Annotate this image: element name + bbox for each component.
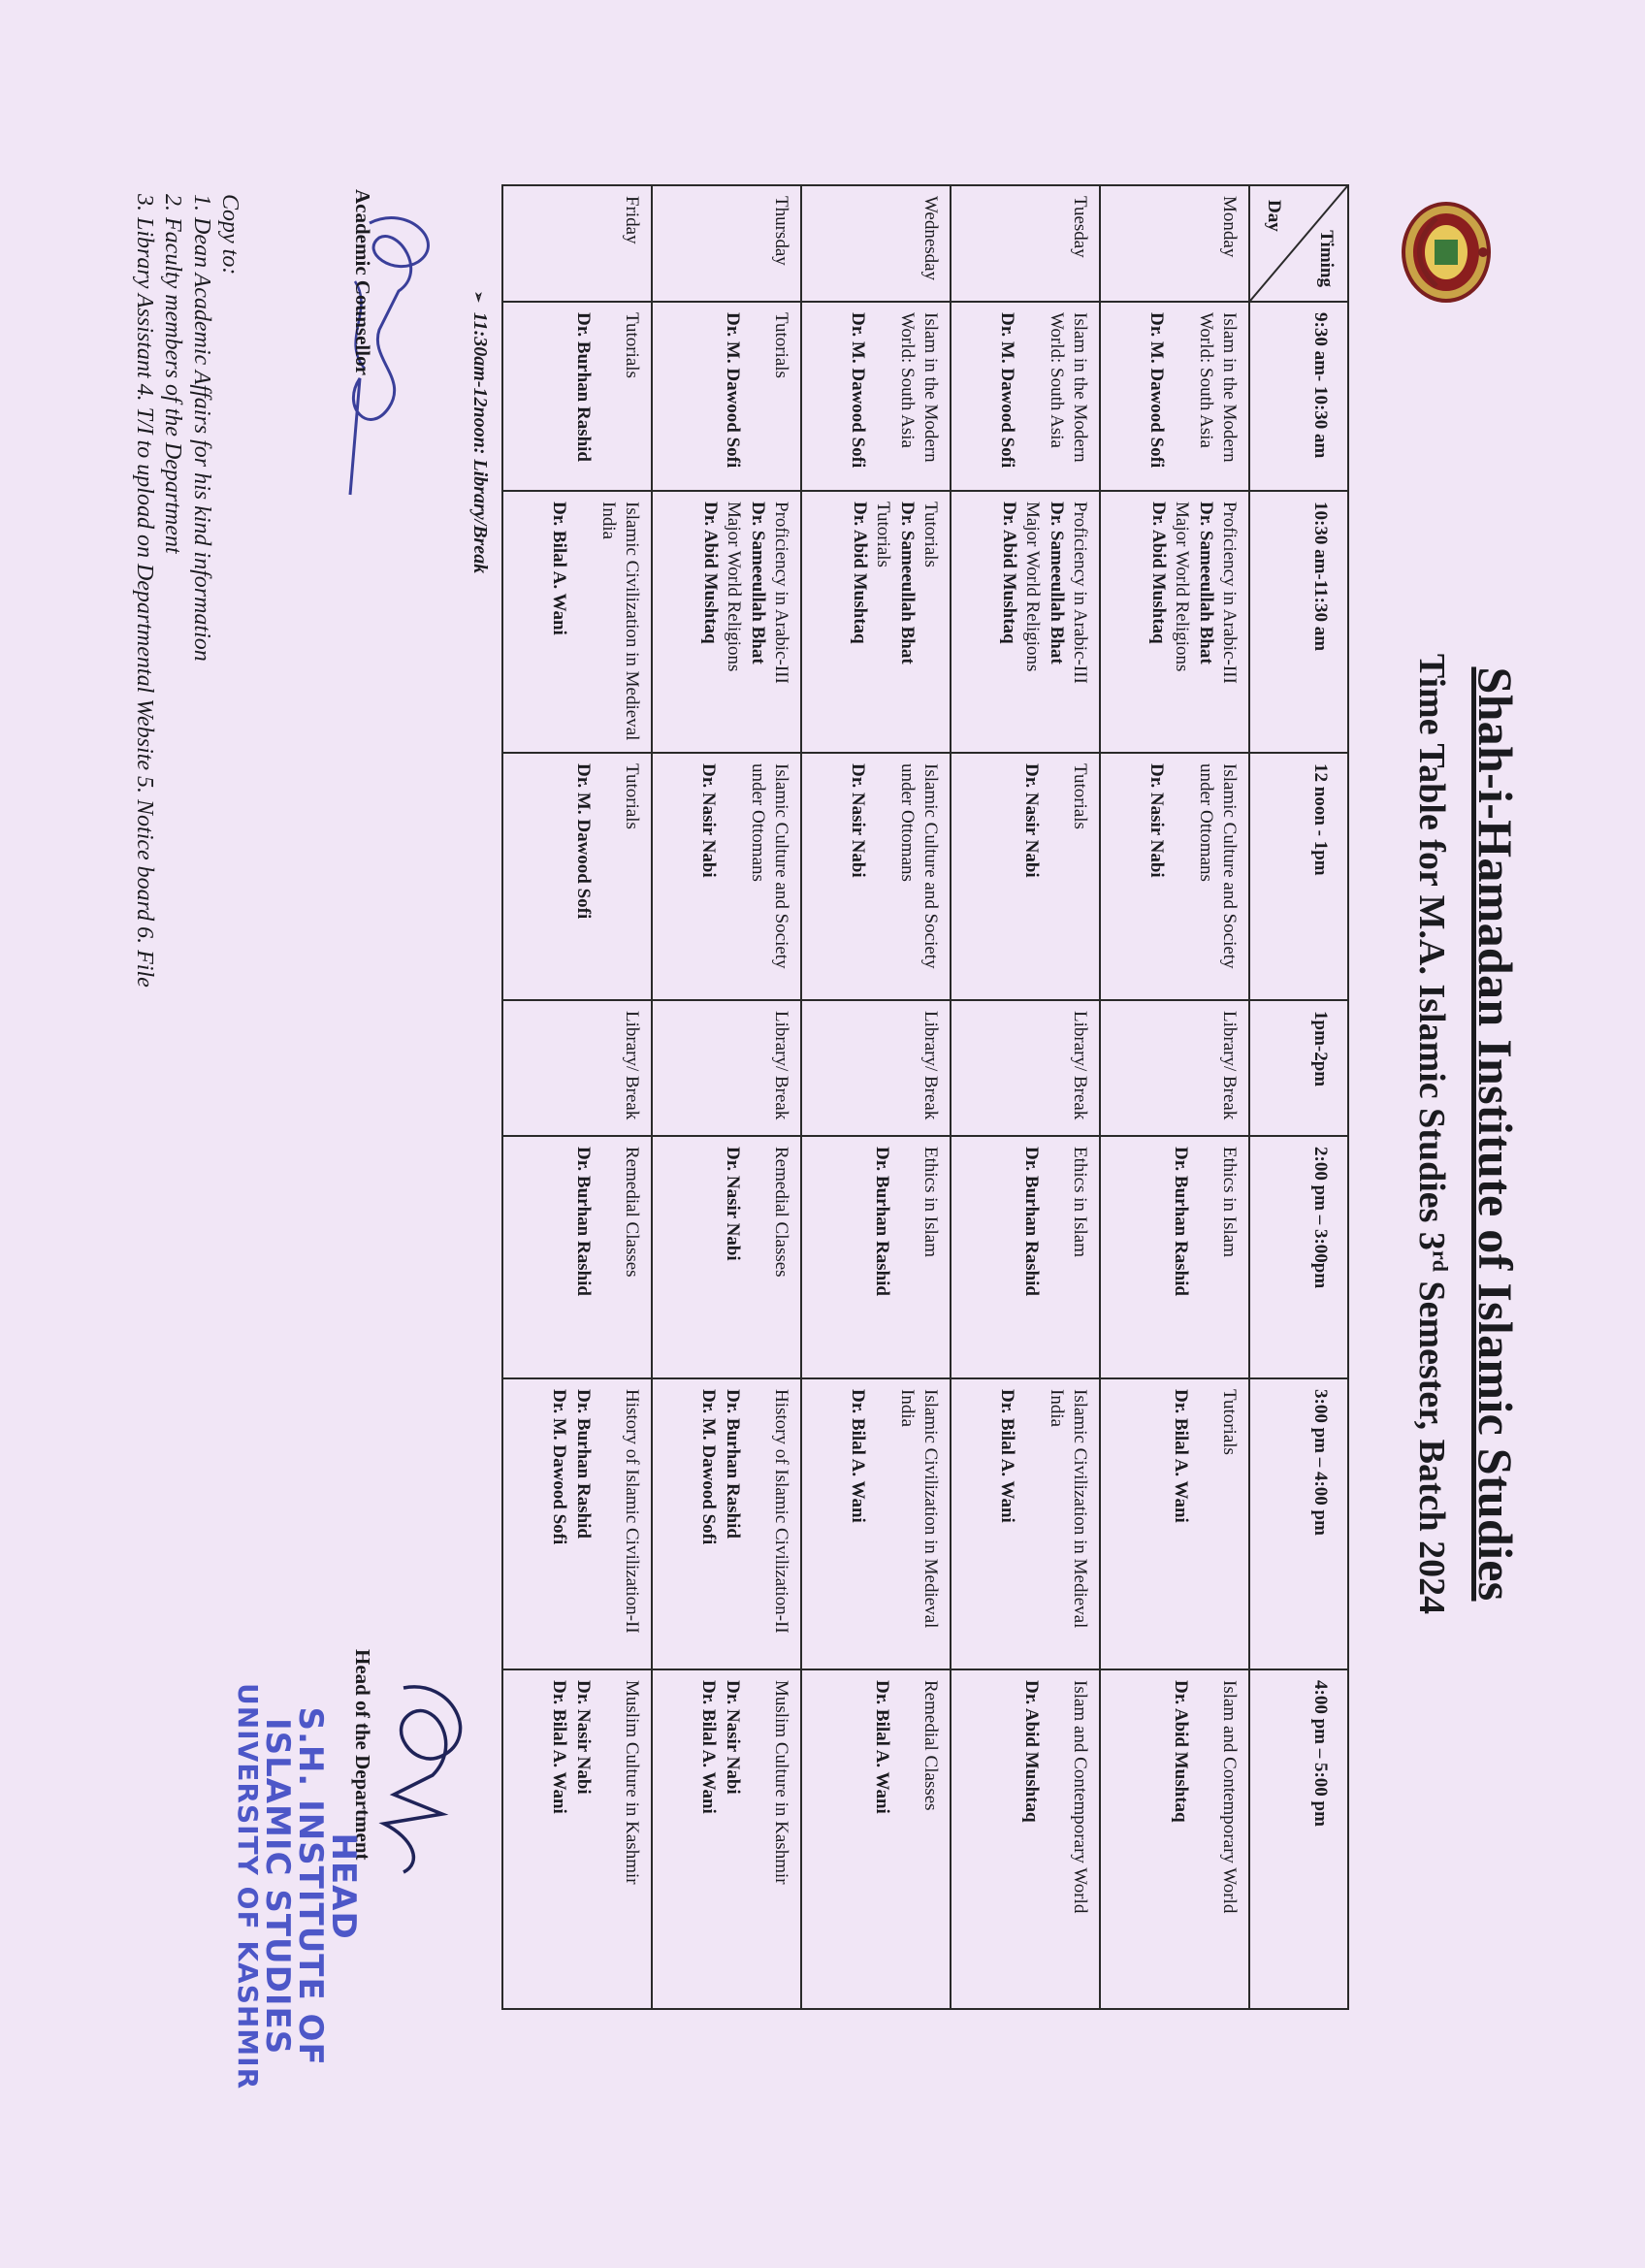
teacher-name: Dr. M. Dawood Sofi: [722, 312, 743, 469]
cell-spacer: [893, 1680, 919, 1998]
schedule-cell: [502, 753, 652, 1000]
course-name: Islam and Contemporary World: [1070, 1680, 1090, 1914]
teacher-name: Dr. Bilal A. Wani: [549, 502, 570, 635]
course-name: Library/ Break: [771, 1011, 791, 1120]
corner-label-timing: Timing: [1316, 230, 1337, 287]
course-name: Tutorials: [771, 312, 791, 378]
schedule-cell: [652, 491, 801, 753]
course-name: Islam in the Modern World: South Asia: [1195, 312, 1240, 463]
cell-spacer: [1192, 1389, 1217, 1659]
schedule-cell: [502, 1000, 652, 1136]
day-label: Tuesday: [951, 185, 1100, 302]
timetable-table: [501, 184, 1349, 2010]
institute-title: Shah-i-Hamadan Institute of Islamic Studies: [1468, 666, 1523, 1602]
teacher-name: Dr. Bilal A. Wani: [549, 1680, 570, 1814]
schedule-cell: [1100, 753, 1249, 1000]
schedule-cell: [801, 1669, 951, 2009]
cell-spacer: [744, 1389, 769, 1659]
cell-spacer: [595, 1147, 620, 1368]
teacher-name: Dr. M. Dawood Sofi: [997, 312, 1018, 469]
cell-spacer: [869, 763, 894, 989]
course-name: Islamic Culture and Society under Ottomans: [896, 763, 941, 969]
course-name: Tutorials: [1219, 1389, 1240, 1455]
day-label: Wednesday: [801, 185, 951, 302]
schedule-cell: [951, 753, 1100, 1000]
teacher-name: Dr. Nasir Nabi: [722, 1680, 743, 1795]
teacher-name: Dr. Burhan Rashid: [871, 1147, 892, 1296]
course-name: Islam in the Modern World: South Asia: [896, 312, 941, 463]
course-name: Islamic Culture and Society under Ottomans: [747, 763, 791, 969]
schedule-cell: [951, 302, 1100, 491]
teacher-name: Dr. Burhan Rashid: [1020, 1147, 1042, 1296]
day-row-wednesday: [801, 185, 951, 2009]
course-name: Library/ Break: [920, 1011, 941, 1120]
cell-spacer: [1192, 1147, 1217, 1368]
cell-spacer: [744, 1680, 769, 1998]
schedule-cell: [502, 302, 652, 491]
time-slot-header: 3:00 pm – 4:00 pm: [1249, 1378, 1348, 1669]
timetable-subtitle: [1410, 0, 1453, 2268]
cell-spacer: [1192, 1680, 1217, 1998]
teacher-name: Dr. M. Dawood Sofi: [698, 1389, 720, 1545]
subtitle-main: Time Table for M.A. Islamic Studies 3: [1411, 653, 1452, 1250]
cell-spacer: [1043, 763, 1068, 989]
day-row-monday: [1100, 185, 1249, 2009]
schedule-cell: [951, 491, 1100, 753]
stamp-line-2: S.H. INSTITUTE OF: [291, 1706, 330, 2066]
course-name: Remedial Classes: [622, 1147, 642, 1278]
teacher-name: Dr. Abid Mushtaq: [1148, 502, 1170, 644]
course-name: Ethics in Islam: [920, 1147, 941, 1257]
teacher-name: Dr. Burhan Rashid: [572, 1147, 594, 1296]
copy-to-line-2: 2. Faculty members of the Department: [160, 194, 186, 554]
cell-spacer: [1043, 1680, 1068, 1998]
schedule-cell: [652, 1669, 801, 2009]
teacher-name: Dr. Burhan Rashid: [722, 1389, 743, 1539]
course-name: Tutorials: [873, 502, 894, 567]
course-name: Islam and Contemporary World: [1219, 1680, 1240, 1914]
day-label: Thursday: [652, 185, 801, 302]
teacher-name: Dr. Burhan Rashid: [1170, 1147, 1191, 1296]
cell-spacer: [1168, 312, 1193, 480]
stamp-line-3: ISLAMIC STUDIES: [258, 1717, 297, 2056]
day-label: Monday: [1100, 185, 1249, 302]
cell-spacer: [1018, 1389, 1044, 1659]
cell-spacer: [1168, 763, 1193, 989]
schedule-cell: [951, 1669, 1100, 2009]
schedule-cell: [801, 1000, 951, 1136]
teacher-name: Dr. Bilal A. Wani: [871, 1680, 892, 1814]
schedule-cell: [1100, 1378, 1249, 1669]
schedule-cell: [801, 1136, 951, 1378]
course-name: Ethics in Islam: [1070, 1147, 1090, 1257]
schedule-cell: [502, 491, 652, 753]
teacher-name: Dr. Bilal A. Wani: [997, 1389, 1018, 1523]
course-name: Proficiency in Arabic-III: [1070, 502, 1090, 684]
course-name: Tutorials: [920, 502, 941, 567]
schedule-cell: [502, 1669, 652, 2009]
course-name: Major World Religions: [1022, 502, 1044, 672]
schedule-cell: [951, 1136, 1100, 1378]
time-slot-header: 2:00 pm – 3:00pm: [1249, 1136, 1348, 1378]
teacher-name: Dr. Sameeullah Bhat: [896, 502, 918, 664]
cell-spacer: [744, 1147, 769, 1368]
counsellor-label: Academic Counsellor: [351, 189, 374, 375]
cell-spacer: [869, 1389, 894, 1659]
cell-spacer: [570, 502, 596, 742]
stamp-line-4: UNIVERSITY OF KASHMIR: [232, 1683, 264, 2090]
schedule-cell: [1100, 1136, 1249, 1378]
schedule-cell: [1100, 1000, 1249, 1136]
course-name: Islamic Civilization in Medieval India: [1046, 1389, 1090, 1629]
cell-spacer: [595, 312, 620, 480]
teacher-name: Dr. Abid Mushtaq: [1170, 1680, 1191, 1823]
teacher-name: Dr. Nasir Nabi: [722, 1147, 743, 1261]
day-label: Friday: [502, 185, 652, 302]
teacher-name: Dr. Abid Mushtaq: [999, 502, 1020, 644]
teacher-name: Dr. M. Dawood Sofi: [1146, 312, 1168, 469]
teacher-name: Dr. M. Dawood Sofi: [848, 312, 869, 469]
teacher-name: Dr. Sameeullah Bhat: [747, 502, 768, 664]
course-name: Major World Religions: [1172, 502, 1193, 672]
course-name: Tutorials: [622, 763, 642, 829]
corner-label-day: Day: [1264, 200, 1285, 232]
course-name: Ethics in Islam: [1219, 1147, 1240, 1257]
schedule-cell: [951, 1378, 1100, 1669]
teacher-name: Dr. Nasir Nabi: [698, 763, 720, 878]
course-name: Islamic Culture and Society under Ottomans: [1195, 763, 1240, 969]
schedule-cell: [502, 1378, 652, 1669]
copy-to-heading: Copy to:: [217, 194, 242, 275]
time-slot-header: 12 noon - 1pm: [1249, 753, 1348, 1000]
schedule-cell: [652, 1136, 801, 1378]
teacher-name: Dr. Burhan Rashid: [572, 312, 594, 462]
teacher-name: Dr. M. Dawood Sofi: [549, 1389, 570, 1545]
schedule-cell: [1100, 302, 1249, 491]
break-note: [468, 291, 491, 573]
teacher-name: Dr. M. Dawood Sofi: [572, 763, 594, 920]
course-name: History of Islamic Civilization-II: [622, 1389, 642, 1634]
teacher-name: Dr. Bilal A. Wani: [848, 1389, 869, 1523]
header-row: [1249, 185, 1348, 2009]
cell-spacer: [595, 1680, 620, 1998]
course-name: Proficiency in Arabic-III: [1219, 502, 1240, 684]
course-name: History of Islamic Civilization-II: [771, 1389, 791, 1634]
teacher-name: Dr. Burhan Rashid: [572, 1389, 594, 1539]
day-row-thursday: [652, 185, 801, 2009]
teacher-name: Dr. Nasir Nabi: [848, 763, 869, 878]
teacher-name: Dr. Nasir Nabi: [572, 1680, 594, 1795]
schedule-cell: [951, 1000, 1100, 1136]
teacher-name: Dr. Abid Mushtaq: [700, 502, 722, 644]
note-arrow-icon: ➢: [470, 291, 485, 303]
course-name: Major World Religions: [724, 502, 745, 672]
course-name: Library/ Break: [1219, 1011, 1240, 1120]
teacher-name: Dr. Abid Mushtaq: [1020, 1680, 1042, 1823]
break-note-text: 11:30am-12noon: Library/Break: [469, 311, 491, 574]
schedule-cell: [801, 491, 951, 753]
schedule-cell: [1100, 1669, 1249, 2009]
time-slot-header: 1pm-2pm: [1249, 1000, 1348, 1136]
course-name: Library/ Break: [622, 1011, 642, 1120]
teacher-name: Dr. Sameeullah Bhat: [1046, 502, 1067, 664]
time-slot-header: 9:30 am- 10:30 am: [1249, 302, 1348, 491]
copy-to-line-3: 3. Library Assistant 4. T/I to upload on Departmental Website 5. Notice board 6. File: [132, 194, 158, 988]
department-stamp: [232, 1683, 363, 2090]
course-name: Islam in the Modern World: South Asia: [1046, 312, 1090, 463]
cell-spacer: [893, 1147, 919, 1368]
head-signature: [355, 1669, 491, 1882]
day-row-tuesday: [951, 185, 1100, 2009]
schedule-cell: [652, 302, 801, 491]
schedule-cell: [652, 1000, 801, 1136]
teacher-name: Dr. Abid Mushtaq: [850, 502, 871, 644]
subtitle-end: Semester, Batch 2024: [1411, 1271, 1452, 1615]
teacher-name: Dr. Sameeullah Bhat: [1195, 502, 1216, 664]
schedule-cell: [1100, 491, 1249, 753]
corner-cell: [1249, 185, 1348, 302]
stamp-line-1: HEAD: [324, 1832, 363, 1940]
cell-spacer: [595, 1389, 620, 1659]
course-name: Proficiency in Arabic-III: [771, 502, 791, 684]
course-name: Muslim Culture in Kashmir: [771, 1680, 791, 1885]
course-name: Tutorials: [622, 312, 642, 378]
teacher-name: Dr. Bilal A. Wani: [1170, 1389, 1191, 1523]
cell-spacer: [1018, 312, 1044, 480]
course-name: Islamic Civilization in Medieval India: [597, 502, 642, 741]
schedule-cell: [801, 1378, 951, 1669]
cell-spacer: [720, 763, 745, 989]
head-of-department-label: Head of the Department: [351, 1649, 374, 1861]
course-name: Remedial Classes: [920, 1680, 941, 1811]
schedule-cell: [801, 302, 951, 491]
course-name: Tutorials: [1070, 763, 1090, 829]
cell-spacer: [869, 312, 894, 480]
cell-spacer: [1043, 1147, 1068, 1368]
time-slot-header: 4:00 pm – 5:00 pm: [1249, 1669, 1348, 2009]
schedule-cell: [652, 1378, 801, 1669]
cell-spacer: [595, 763, 620, 989]
subtitle-superscript: rd: [1428, 1249, 1453, 1272]
course-name: Muslim Culture in Kashmir: [622, 1680, 642, 1885]
time-slot-header: 10:30 am-11:30 am: [1249, 491, 1348, 753]
copy-to-line-1: 1. Dean Academic Affairs for his kind information: [188, 194, 214, 662]
schedule-cell: [652, 753, 801, 1000]
course-name: Library/ Break: [1070, 1011, 1090, 1120]
teacher-name: Dr. Bilal A. Wani: [698, 1680, 720, 1814]
teacher-name: Dr. Nasir Nabi: [1146, 763, 1168, 878]
copy-to-block: [130, 194, 243, 988]
cell-spacer: [744, 312, 769, 480]
timetable-grid: [501, 184, 1349, 2010]
schedule-cell: [801, 753, 951, 1000]
day-row-friday: [502, 185, 652, 2009]
course-name: Islamic Civilization in Medieval India: [896, 1389, 941, 1629]
teacher-name: Dr. Nasir Nabi: [1020, 763, 1042, 878]
schedule-cell: [502, 1136, 652, 1378]
course-name: Remedial Classes: [771, 1147, 791, 1278]
